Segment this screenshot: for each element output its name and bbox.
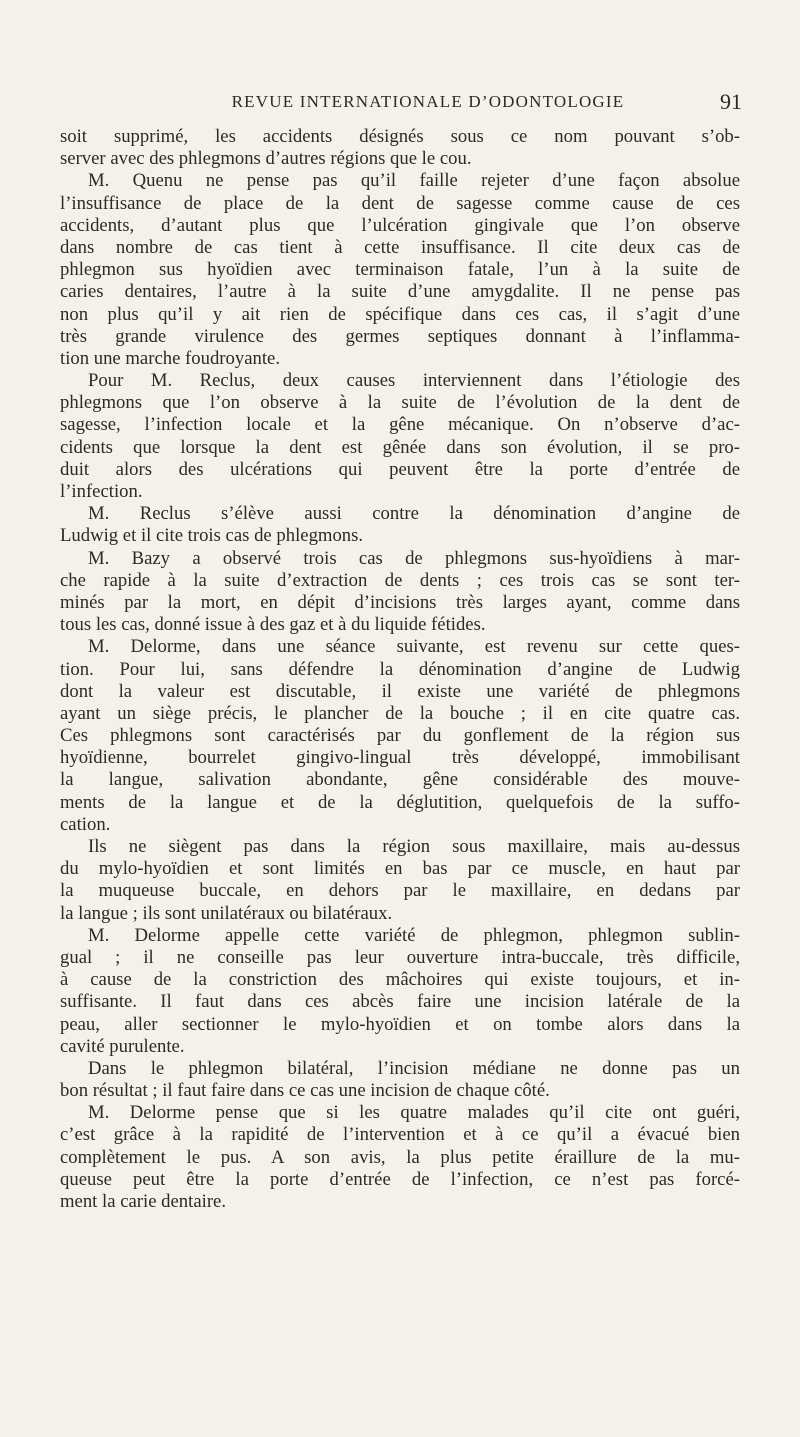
text-line: ment la carie dentaire. bbox=[60, 1191, 227, 1212]
running-title: REVUE INTERNATIONALE D’ODONTOLOGIE bbox=[231, 92, 625, 111]
text-line: la langue, salivation abondante, gêne considérable des mouve- bbox=[60, 769, 740, 791]
text-line: Dans le phlegmon bilatéral, l’incision médiane ne donne pas un bbox=[88, 1057, 740, 1079]
text-line: cavité purulente. bbox=[60, 1035, 185, 1057]
text-line: queuse peut être la porte d’entrée de l’infection, ce n’est pas forcé- bbox=[60, 1168, 740, 1190]
text-line: gual ; il ne conseille pas leur ouverture intra-buccale, très difficile, bbox=[60, 946, 740, 968]
text-line: bon résultat ; il faut faire dans ce cas une incision de chaque côté. bbox=[60, 1080, 550, 1102]
text-line: non plus qu’il y ait rien de spécifique dans ces cas, il s’agit d’une bbox=[60, 303, 740, 325]
text-line: la muqueuse buccale, en dehors par le maxillaire, en dedans par bbox=[60, 880, 740, 902]
text-line: M. Delorme, dans une séance suivante, est revenu sur cette ques- bbox=[88, 636, 740, 658]
text-line: accidents, d’autant plus que l’ulcération gingivale que l’on observe bbox=[60, 214, 740, 236]
text-line: phlegmon sus hyoïdien avec terminaison fatale, l’un à la suite de bbox=[60, 259, 740, 281]
text-line: l’insuffisance de place de la dent de sagesse comme cause de ces bbox=[60, 192, 740, 214]
text-line: dans nombre de cas tient à cette insuffisance. Il cite deux cas de bbox=[60, 236, 740, 258]
text-line: l’infection. bbox=[60, 481, 143, 502]
text-line: sagesse, l’infection locale et la gêne mécanique. On n’observe d’ac- bbox=[60, 414, 740, 436]
text-line: server avec des phlegmons d’autres régions que le cou. bbox=[60, 148, 472, 170]
text-line: Ces phlegmons sont caractérisés par du gonflement de la région sus bbox=[60, 725, 740, 747]
text-line: la langue ; ils sont unilatéraux ou bilatéraux. bbox=[60, 902, 393, 924]
text-line: Ils ne siègent pas dans la région sous maxillaire, mais au-dessus bbox=[88, 836, 740, 857]
page-header bbox=[60, 89, 742, 122]
text-line: cation. bbox=[60, 813, 111, 835]
text-line: peau, aller sectionner le mylo-hyoïdien et on tombe alors dans la bbox=[60, 1013, 740, 1035]
text-line: suffisante. Il faut dans ces abcès faire une incision latérale de la bbox=[60, 991, 740, 1013]
text-line: ments de la langue et de la déglutition, quelquefois de la suffo- bbox=[60, 791, 740, 813]
text-line: dont la valeur est discutable, il existe une variété de phlegmons bbox=[60, 680, 740, 702]
text-line: minés par la mort, en dépit d’incisions très larges ayant, comme dans bbox=[60, 591, 740, 613]
text-line: soit supprimé, les accidents désignés sous ce nom pouvant s’ob- bbox=[60, 126, 740, 147]
text-line: du mylo-hyoïdien et sont limités en bas par ce muscle, en haut par bbox=[60, 858, 740, 880]
text-line: tion. Pour lui, sans défendre la dénomination d’angine de Ludwig bbox=[60, 658, 740, 680]
text-line: tion une marche foudroyante. bbox=[60, 347, 281, 369]
text-line: hyoïdienne, bourrelet gingivo-lingual très développé, immobilisant bbox=[60, 747, 740, 769]
text-line: à cause de la constriction des mâchoires qui existe toujours, et in- bbox=[60, 969, 740, 991]
text-line: M. Delorme pense que si les quatre malades qu’il cite ont guéri, bbox=[88, 1102, 740, 1124]
body-text bbox=[60, 126, 740, 1213]
text-line: phlegmons que l’on observe à la suite de l’évolution de la dent de bbox=[60, 392, 740, 414]
text-line: M. Quenu ne pense pas qu’il faille rejeter d’une façon absolue bbox=[88, 170, 740, 192]
text-line: c’est grâce à la rapidité de l’intervention et à ce qu’il a évacué bien bbox=[60, 1124, 740, 1146]
text-line: ayant un siège précis, le plancher de la bouche ; il en cite quatre cas. bbox=[60, 702, 740, 724]
text-line: duit alors des ulcérations qui peuvent être la porte d’entrée de bbox=[60, 458, 740, 480]
text-line: M. Delorme appelle cette variété de phlegmon, phlegmon sublin- bbox=[88, 924, 740, 946]
text-line: Ludwig et il cite trois cas de phlegmons. bbox=[60, 525, 364, 547]
text-line: complètement le pus. A son avis, la plus petite éraillure de la mu- bbox=[60, 1146, 740, 1168]
text-line: M. Reclus s’élève aussi contre la dénomination d’angine de bbox=[88, 503, 740, 525]
text-line: Pour M. Reclus, deux causes interviennent dans l’étiologie des bbox=[88, 370, 740, 392]
text-line: tous les cas, donné issue à des gaz et à du liquide fétides. bbox=[60, 614, 486, 636]
text-line: M. Bazy a observé trois cas de phlegmons sus-hyoïdiens à mar- bbox=[88, 547, 740, 569]
text-line: che rapide à la suite d’extraction de dents ; ces trois cas se sont ter- bbox=[60, 569, 740, 591]
page-number: 91 bbox=[720, 89, 742, 114]
text-line: très grande virulence des germes septiques donnant à l’inflamma- bbox=[60, 325, 740, 347]
text-line: caries dentaires, l’autre à la suite d’une amygdalite. Il ne pense pas bbox=[60, 281, 740, 303]
text-line: cidents que lorsque la dent est gênée dans son évolution, il se pro- bbox=[60, 436, 740, 458]
